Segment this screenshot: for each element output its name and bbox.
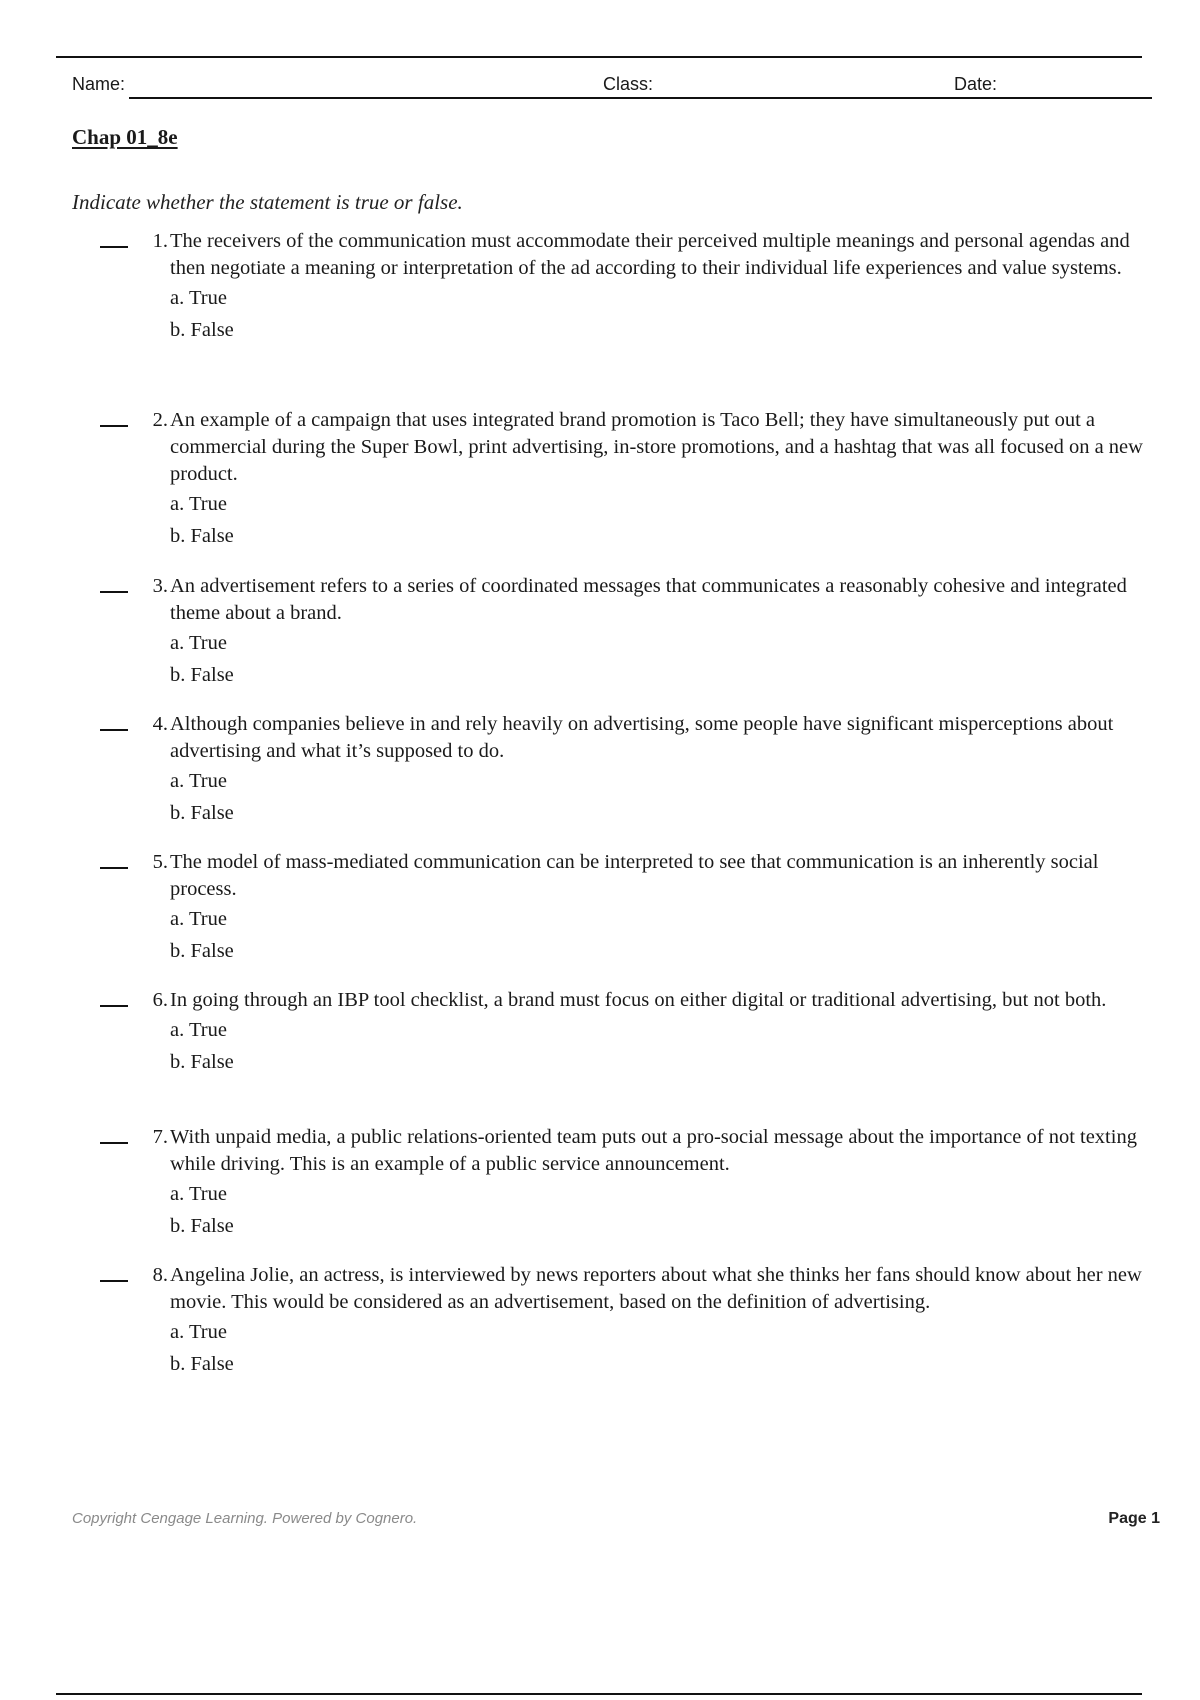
question-item (100, 228, 1160, 346)
choice-false: b. False (170, 940, 234, 962)
class-field-line[interactable] (662, 97, 1020, 99)
answer-blank[interactable] (100, 573, 128, 593)
question-text: The model of mass-mediated communication can be interpreted to see that communication is an inherently social process. (170, 851, 1099, 900)
answer-blank[interactable] (100, 711, 128, 731)
answer-blank[interactable] (100, 228, 128, 248)
choice-true: a. True (170, 1019, 227, 1041)
question-text: An advertisement refers to a series of coordinated messages that communicates a reasonably cohesive and integrated theme about a brand. (170, 575, 1127, 624)
copyright-notice: Copyright Cengage Learning. Powered by Cognero. (72, 1510, 418, 1527)
question-number: 2. (152, 409, 168, 431)
choice-false: b. False (170, 1353, 234, 1375)
instructions: Indicate whether the statement is true or false. (72, 190, 463, 214)
question-item (100, 711, 1160, 829)
choice-true: a. True (170, 1321, 227, 1343)
question-text: Although companies believe in and rely heavily on advertising, some people have significant misperceptions about advertising and what it’s supposed to do. (170, 713, 1114, 762)
name-label: Name: (72, 74, 126, 94)
question-number: 6. (152, 989, 168, 1011)
date-label: Date: (954, 74, 998, 94)
answer-blank[interactable] (100, 1262, 128, 1282)
choice-true: a. True (170, 287, 227, 309)
question-item (100, 849, 1160, 967)
name-field-line[interactable] (129, 97, 671, 99)
choice-true: a. True (170, 493, 227, 515)
question-number: 1. (152, 230, 168, 252)
header-fields (72, 72, 1160, 100)
question-text: Angelina Jolie, an actress, is interviewed by news reporters about what she thinks her fans should know about her new movie. This would be considered as an advertisement, based on the definition of advertising. (170, 1264, 1142, 1313)
page-number: Page 1 (1108, 1510, 1160, 1527)
choice-true: a. True (170, 1183, 227, 1205)
question-number: 8. (152, 1264, 168, 1286)
question-text: With unpaid media, a public relations-oriented team puts out a pro-social message about the importance of not texting while driving. This is an example of a public service announcement. (170, 1126, 1137, 1175)
question-text: The receivers of the communication must accommodate their perceived multiple meanings and personal agendas and then negotiate a meaning or interpretation of the ad according to their individual life experiences and value systems. (170, 230, 1130, 279)
choice-false: b. False (170, 664, 234, 686)
question-text: In going through an IBP tool checklist, a brand must focus on either digital or traditional advertising, but not both. (170, 989, 1107, 1011)
chapter-title: Chap 01_8e (72, 125, 178, 149)
question-text: An example of a campaign that uses integrated brand promotion is Taco Bell; they have simultaneously put out a commercial during the Super Bowl, print advertising, in-store promotions, and a hashtag that was all focused on a new product. (170, 409, 1143, 485)
choice-false: b. False (170, 525, 234, 547)
question-item (100, 1262, 1160, 1380)
date-field-line[interactable] (1004, 97, 1152, 99)
bottom-rule (56, 1693, 1142, 1695)
choice-true: a. True (170, 908, 227, 930)
question-number: 5. (152, 851, 168, 873)
choice-false: b. False (170, 1051, 234, 1073)
choice-true: a. True (170, 632, 227, 654)
answer-blank[interactable] (100, 1124, 128, 1144)
question-number: 3. (152, 575, 168, 597)
answer-blank[interactable] (100, 849, 128, 869)
answer-blank[interactable] (100, 987, 128, 1007)
class-label: Class: (603, 74, 654, 94)
answer-blank[interactable] (100, 407, 128, 427)
choice-false: b. False (170, 319, 234, 341)
choice-false: b. False (170, 802, 234, 824)
question-item (100, 1124, 1160, 1242)
choice-true: a. True (170, 770, 227, 792)
top-rule (56, 56, 1142, 58)
question-item (100, 407, 1160, 552)
question-item (100, 987, 1160, 1078)
question-number: 7. (152, 1126, 168, 1148)
question-item (100, 573, 1160, 691)
question-number: 4. (152, 713, 168, 735)
choice-false: b. False (170, 1215, 234, 1237)
